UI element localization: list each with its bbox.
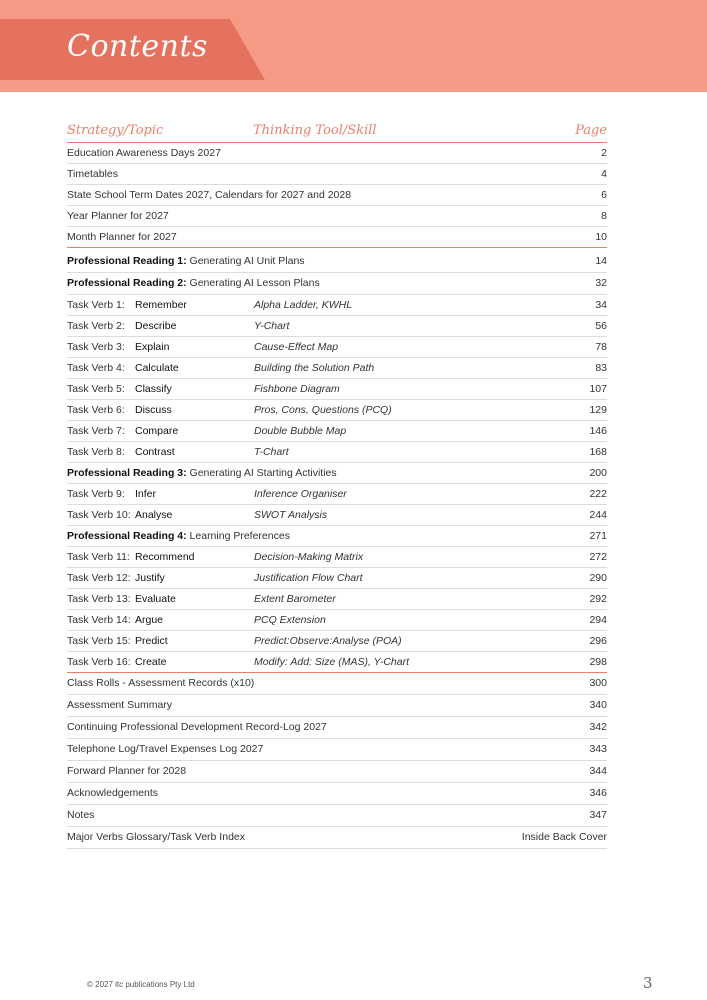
thinking-tool: Cause-Effect Map [254, 341, 339, 353]
thinking-tool: Pros, Cons, Questions (PCQ) [254, 404, 392, 416]
reading-title: Generating AI Unit Plans [189, 255, 305, 267]
entry-page: 344 [589, 765, 607, 777]
thinking-tool: Alpha Ladder, KWHL [254, 299, 353, 311]
section-readings [67, 251, 607, 295]
task-verb-name: Classify [135, 383, 172, 395]
task-verb-name: Infer [135, 488, 157, 500]
entry-page: 4 [601, 168, 607, 180]
entry-page: 168 [589, 446, 607, 458]
entry-page: 56 [595, 320, 607, 332]
task-verb-name: Contrast [135, 446, 175, 458]
thinking-tool: Inference Organiser [254, 488, 347, 500]
toc-row[interactable] [67, 783, 607, 805]
entry-page: 10 [595, 231, 607, 243]
task-verb-name: Create [135, 656, 167, 668]
task-verb-number: Task Verb 8: [67, 446, 125, 458]
task-verb-number: Task Verb 15: [67, 635, 131, 647]
task-verb-number: Task Verb 7: [67, 425, 125, 437]
entry-title: Assessment Summary [67, 699, 173, 711]
entry-page: 14 [595, 255, 607, 267]
entry-page: Inside Back Cover [521, 831, 607, 843]
entry-title: Forward Planner for 2028 [67, 765, 187, 777]
toc-row[interactable] [67, 610, 607, 631]
entry-page: 342 [589, 721, 607, 733]
toc-row[interactable] [67, 185, 607, 206]
section-verbs-11-16 [67, 547, 607, 673]
thinking-tool: Y-Chart [254, 320, 290, 332]
section-general-top [67, 143, 607, 248]
reading-title: Generating AI Starting Activities [189, 467, 337, 479]
entry-page: 290 [589, 572, 607, 584]
task-verb-name: Compare [135, 425, 179, 437]
task-verb-name: Argue [135, 614, 164, 626]
entry-title: Continuing Professional Development Record-Log 2027 [67, 721, 327, 733]
toc-row[interactable] [67, 805, 607, 827]
reading-entry [67, 251, 305, 272]
toc-row[interactable] [67, 206, 607, 227]
column-header-tool: Thinking Tool/Skill [253, 123, 377, 138]
section-reading-3 [67, 463, 607, 484]
toc-row[interactable] [67, 463, 607, 484]
thinking-tool: Justification Flow Chart [254, 572, 363, 584]
task-verb-name: Calculate [135, 362, 179, 374]
entry-page: 244 [589, 509, 607, 521]
task-verb-number: Task Verb 16: [67, 656, 131, 668]
thinking-tool: SWOT Analysis [254, 509, 328, 521]
task-verb-number: Task Verb 12: [67, 572, 131, 584]
entry-page: 83 [595, 362, 607, 374]
task-verb-name: Explain [135, 341, 170, 353]
task-verb-name: Justify [135, 572, 165, 584]
task-verb-name: Describe [135, 320, 177, 332]
contents-table [67, 118, 607, 849]
entry-page: 296 [589, 635, 607, 647]
entry-page: 272 [589, 551, 607, 563]
entry-page: 200 [589, 467, 607, 479]
task-verb-name: Predict [135, 635, 168, 647]
entry-page: 78 [595, 341, 607, 353]
task-verb-number: Task Verb 14: [67, 614, 131, 626]
thinking-tool: Decision-Making Matrix [254, 551, 364, 563]
toc-row[interactable] [67, 273, 607, 295]
entry-title: State School Term Dates 2027, Calendars for 2027 and 2028 [67, 189, 352, 201]
section-verbs-9-10 [67, 484, 607, 526]
footer-page-number: 3 [643, 974, 653, 992]
toc-row[interactable] [67, 484, 607, 505]
entry-page: 343 [589, 743, 607, 755]
toc-row[interactable] [67, 568, 607, 589]
entry-page: 292 [589, 593, 607, 605]
reading-title: Learning Preferences [189, 530, 290, 542]
thinking-tool: Fishbone Diagram [254, 383, 340, 395]
entry-title: Timetables [67, 168, 118, 180]
toc-row[interactable] [67, 739, 607, 761]
task-verb-number: Task Verb 4: [67, 362, 125, 374]
toc-row[interactable] [67, 442, 607, 463]
entry-title: Month Planner for 2027 [67, 231, 177, 243]
toc-row[interactable] [67, 761, 607, 783]
entry-page: 340 [589, 699, 607, 711]
toc-row[interactable] [67, 358, 607, 379]
task-verb-number: Task Verb 6: [67, 404, 125, 416]
toc-row[interactable] [67, 400, 607, 421]
thinking-tool: Double Bubble Map [254, 425, 347, 437]
thinking-tool: T-Chart [254, 446, 289, 458]
task-verb-number: Task Verb 10: [67, 509, 131, 521]
entry-page: 294 [589, 614, 607, 626]
toc-row[interactable] [67, 631, 607, 652]
reading-label: Professional Reading 4: [67, 530, 187, 542]
entry-page: 2 [601, 147, 607, 159]
entry-page: 6 [601, 189, 607, 201]
toc-row[interactable] [67, 547, 607, 568]
toc-row[interactable] [67, 337, 607, 358]
task-verb-number: Task Verb 3: [67, 341, 125, 353]
toc-row[interactable] [67, 673, 607, 695]
task-verb-name: Discuss [135, 404, 172, 416]
entry-page: 32 [595, 277, 607, 289]
column-headers [67, 118, 607, 143]
reading-entry [67, 463, 337, 483]
toc-row[interactable] [67, 652, 607, 673]
toc-row[interactable] [67, 295, 607, 316]
reading-entry [67, 273, 320, 294]
section-general-bottom [67, 673, 607, 849]
toc-row[interactable] [67, 251, 607, 273]
entry-title: Telephone Log/Travel Expenses Log 2027 [67, 743, 264, 755]
task-verb-name: Evaluate [135, 593, 176, 605]
task-verb-name: Remember [135, 299, 187, 311]
task-verb-number: Task Verb 1: [67, 299, 125, 311]
thinking-tool: Building the Solution Path [254, 362, 375, 374]
reading-label: Professional Reading 3: [67, 467, 187, 479]
toc-row[interactable] [67, 143, 607, 164]
entry-page: 222 [589, 488, 607, 500]
entry-page: 129 [589, 404, 607, 416]
task-verb-number: Task Verb 13: [67, 593, 131, 605]
entry-page: 347 [589, 809, 607, 821]
toc-row[interactable] [67, 717, 607, 739]
entry-page: 8 [601, 210, 607, 222]
entry-page: 298 [589, 656, 607, 668]
page-title: Contents [67, 29, 208, 64]
toc-row[interactable] [67, 505, 607, 526]
entry-page: 271 [589, 530, 607, 542]
entry-title: Major Verbs Glossary/Task Verb Index [67, 831, 245, 843]
reading-label: Professional Reading 1: [67, 255, 187, 267]
toc-row[interactable] [67, 164, 607, 185]
thinking-tool: Modify: Add: Size (MAS), Y-Chart [254, 656, 410, 668]
reading-label: Professional Reading 2: [67, 277, 187, 289]
entry-page: 34 [595, 299, 607, 311]
entry-title: Acknowledgements [67, 787, 159, 799]
task-verb-name: Recommend [135, 551, 195, 563]
toc-row[interactable] [67, 589, 607, 610]
footer-copyright: © 2027 itc publications Pty Ltd [87, 980, 195, 989]
thinking-tool: Extent Barometer [254, 593, 336, 605]
entry-page: 346 [589, 787, 607, 799]
reading-title: Generating AI Lesson Plans [189, 277, 320, 289]
reading-entry [67, 526, 290, 546]
toc-row[interactable] [67, 379, 607, 400]
thinking-tool: Predict:Observe:Analyse (POA) [254, 635, 402, 647]
entry-title: Notes [67, 809, 95, 821]
entry-page: 300 [589, 677, 607, 689]
toc-row[interactable] [67, 421, 607, 442]
toc-row[interactable] [67, 526, 607, 547]
column-header-topic: Strategy/Topic [67, 123, 164, 138]
section-verbs-1-8 [67, 295, 607, 463]
task-verb-number: Task Verb 9: [67, 488, 125, 500]
section-reading-4 [67, 526, 607, 547]
entry-title: Education Awareness Days 2027 [67, 147, 221, 159]
toc-row[interactable] [67, 827, 607, 849]
entry-title: Year Planner for 2027 [67, 210, 169, 222]
entry-page: 146 [589, 425, 607, 437]
thinking-tool: PCQ Extension [254, 614, 326, 626]
task-verb-number: Task Verb 2: [67, 320, 125, 332]
toc-row[interactable] [67, 316, 607, 337]
toc-row[interactable] [67, 227, 607, 248]
task-verb-name: Analyse [135, 509, 173, 521]
entry-page: 107 [589, 383, 607, 395]
toc-row[interactable] [67, 695, 607, 717]
task-verb-number: Task Verb 11: [67, 551, 130, 563]
task-verb-number: Task Verb 5: [67, 383, 125, 395]
column-header-page: Page [575, 123, 607, 138]
entry-title: Class Rolls - Assessment Records (x10) [67, 677, 255, 689]
